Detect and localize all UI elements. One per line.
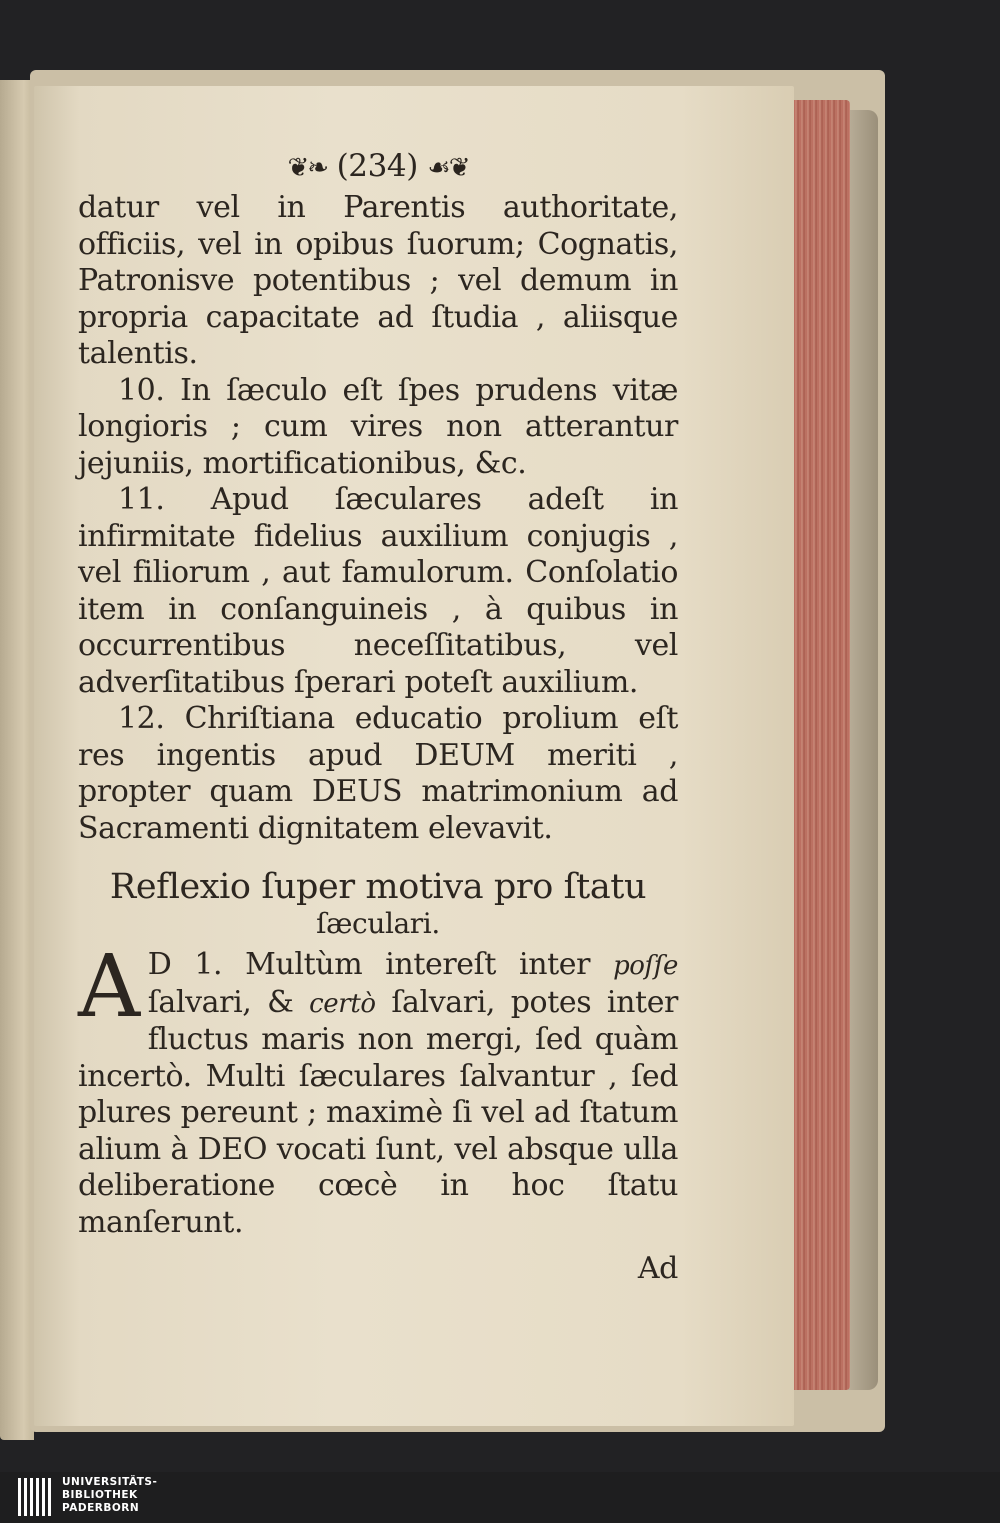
ornament-right-icon: ☙❦ [427, 153, 469, 183]
library-logo-icon [18, 1478, 52, 1516]
paragraph-continuation: datur vel in Parentis authoritate, officiis, vel in opibus ſuorum; Cognatis, Patronisve potentibus ; vel demum in propria capacitate ad ſtudia , aliisque talentis. [78, 190, 678, 371]
left-facing-page-edge [0, 80, 34, 1440]
section-text-3: ſalvari, potes inter fluctus maris non mergi, ſed quàm incertò. Multi ſæculares ſalvantur , ſed plures pereunt ; maximè ſi vel ad ſtatum alium à DEO vocati ſunt, vel absque ulla deliberatione cœcè in hoc ſtatu manſerunt. [78, 984, 678, 1240]
paragraph-10: 10. In ſæculo eſt ſpes prudens vitæ longioris ; cum vires non atterantur jejuniis, mortificationibus, &c. [78, 372, 678, 481]
section-text-2: ſalvari, & [147, 984, 310, 1020]
logo-line-2: BIBLIOTHEK [62, 1489, 138, 1501]
book-spine-shadow [848, 110, 878, 1390]
section-italic-2: certò [309, 988, 376, 1019]
paragraph-12: 12. Chriſtiana educatio prolium eſt res ingentis apud DEUM meriti , propter quam DEUS matrimonium ad Sacramenti dignitatem elevavit. [78, 701, 678, 846]
section-heading-continuation: ſæculari. [316, 907, 440, 940]
section-paragraph [78, 937, 678, 1241]
section-text-1: D 1. Multùm intereſt inter [147, 947, 614, 982]
page-text-block [78, 148, 678, 1288]
library-logo-text [62, 1476, 157, 1515]
drop-cap: A [78, 937, 140, 1037]
footer-bar [0, 1472, 1000, 1523]
catchword: Ad [637, 1251, 678, 1286]
logo-line-1: UNIVERSITÄTS- [62, 1476, 158, 1488]
page-number: (234) [336, 148, 418, 184]
page-block-red-edge [794, 100, 850, 1390]
logo-line-3: PADERBORN [62, 1502, 140, 1514]
page-header [78, 148, 678, 188]
paragraph-11: 11. Apud ſæculares adeſt in infirmitate fidelius auxilium conjugis , vel filiorum , aut famulorum. Conſolatio item in conſanguineis , à quibus in occurrentibus neceſſitatibus, vel adverſitatibus ſperari poteſt auxilium. [78, 482, 678, 700]
ornament-left-icon: ❦❧ [287, 153, 328, 183]
section-italic-1: poſſe [613, 951, 678, 981]
section-heading: Reflexio ſuper motiva pro ſtatu [109, 867, 647, 907]
